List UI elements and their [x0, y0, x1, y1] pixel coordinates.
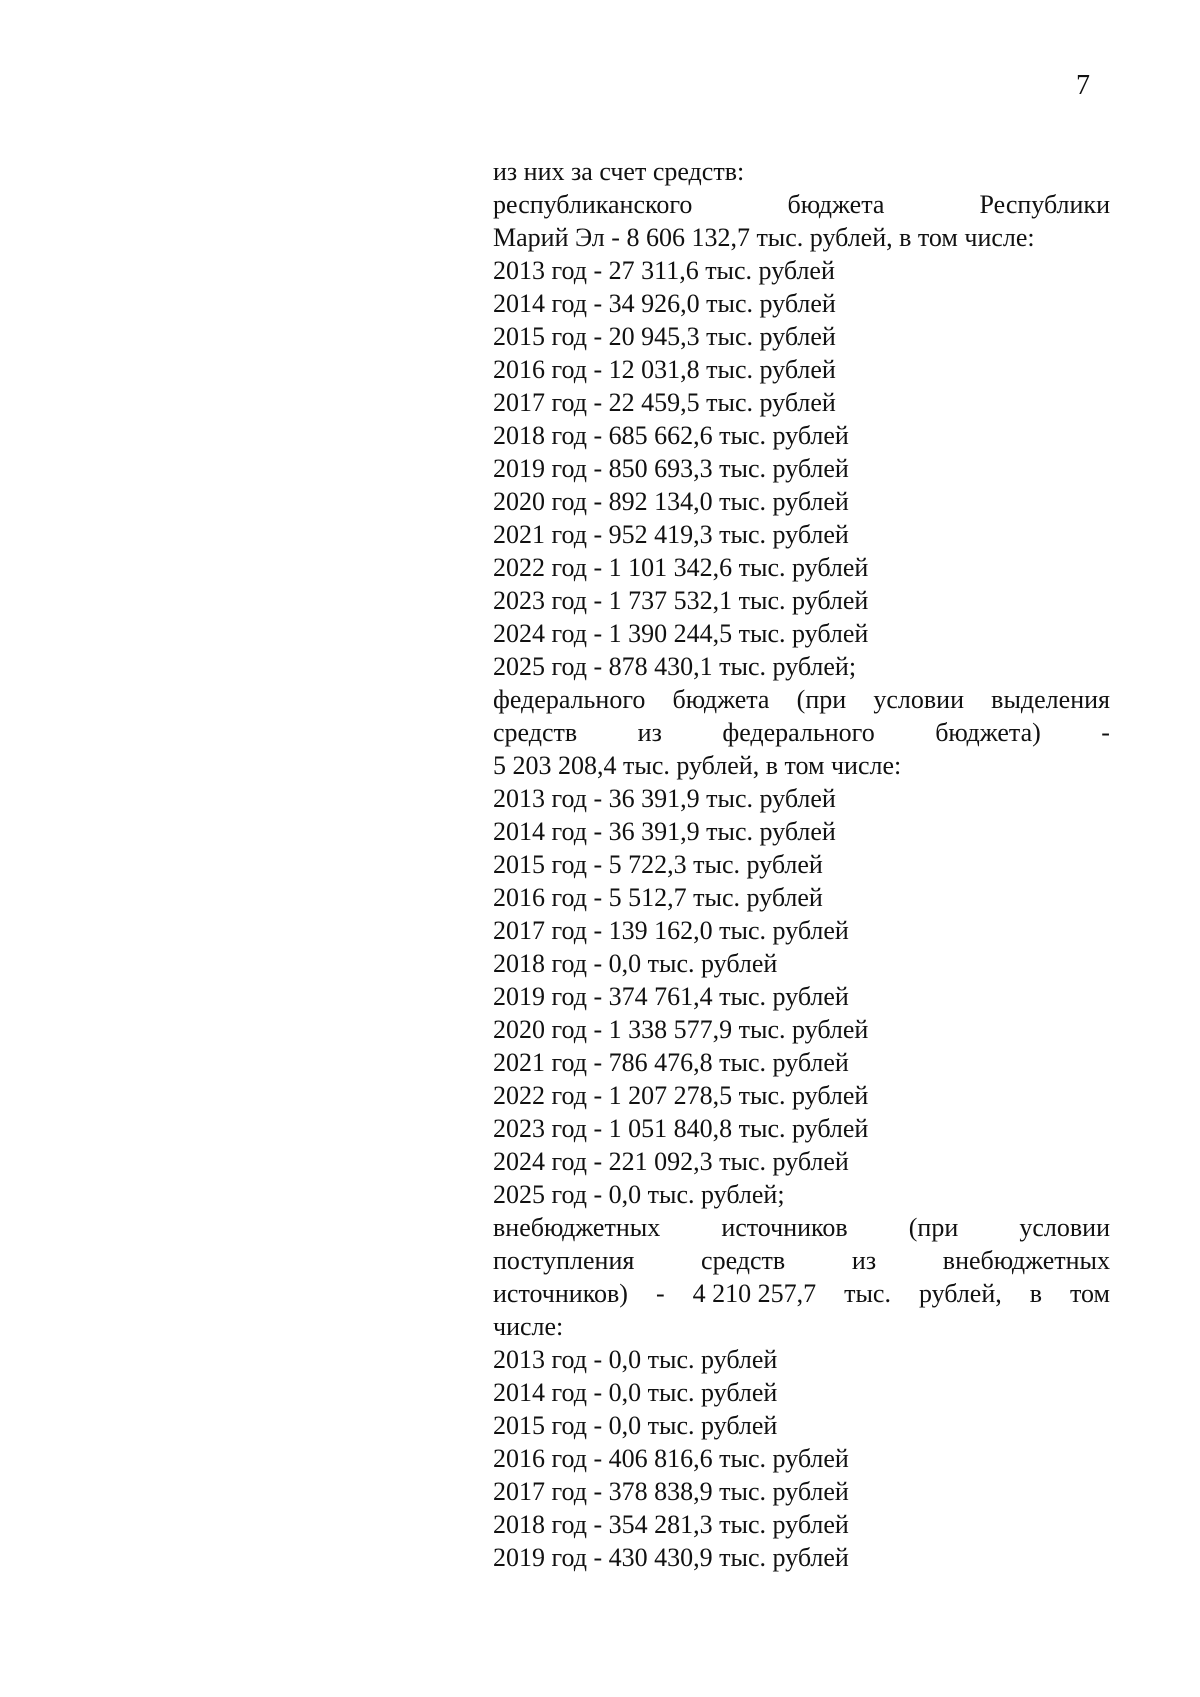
year-line: 2019 год - 430 430,9 тыс. рублей — [493, 1543, 849, 1572]
year-line: 2014 год - 0,0 тыс. рублей — [493, 1378, 778, 1407]
year-line: 2017 год - 22 459,5 тыс. рублей — [493, 388, 836, 417]
extrabudget-heading-line3: источников) - 4 210 257,7 тыс. рублей, в том — [493, 1279, 1110, 1308]
year-line: 2014 год - 36 391,9 тыс. рублей — [493, 817, 836, 846]
year-line: 2024 год - 1 390 244,5 тыс. рублей — [493, 619, 869, 648]
year-line: 2016 год - 5 512,7 тыс. рублей — [493, 883, 823, 912]
federal-total-line: 5 203 208,4 тыс. рублей, в том числе: — [493, 751, 902, 780]
year-line: 2021 год - 952 419,3 тыс. рублей — [493, 520, 849, 549]
year-line: 2019 год - 374 761,4 тыс. рублей — [493, 982, 849, 1011]
year-line: 2018 год - 0,0 тыс. рублей — [493, 949, 778, 978]
year-line: 2015 год - 5 722,3 тыс. рублей — [493, 850, 823, 879]
year-line: 2013 год - 36 391,9 тыс. рублей — [493, 784, 836, 813]
year-line: 2013 год - 27 311,6 тыс. рублей — [493, 256, 835, 285]
year-line: 2018 год - 685 662,6 тыс. рублей — [493, 421, 849, 450]
extrabudget-year-list — [493, 1343, 1110, 1574]
extrabudget-heading-line4: числе: — [493, 1312, 564, 1341]
extrabudget-heading-line1: внебюджетных источников (при условии — [493, 1213, 1110, 1242]
year-line: 2018 год - 354 281,3 тыс. рублей — [493, 1510, 849, 1539]
republic-year-list — [493, 254, 1110, 683]
year-line: 2020 год - 892 134,0 тыс. рублей — [493, 487, 849, 516]
year-line: 2013 год - 0,0 тыс. рублей — [493, 1345, 778, 1374]
federal-year-list — [493, 782, 1110, 1211]
year-line: 2016 год - 406 816,6 тыс. рублей — [493, 1444, 849, 1473]
year-line: 2023 год - 1 737 532,1 тыс. рублей — [493, 586, 869, 615]
year-line: 2014 год - 34 926,0 тыс. рублей — [493, 289, 836, 318]
year-line: 2022 год - 1 207 278,5 тыс. рублей — [493, 1081, 869, 1110]
year-line: 2025 год - 0,0 тыс. рублей; — [493, 1180, 785, 1209]
year-line: 2023 год - 1 051 840,8 тыс. рублей — [493, 1114, 869, 1143]
year-line: 2025 год - 878 430,1 тыс. рублей; — [493, 652, 857, 681]
extrabudget-heading-line2: поступления средств из внебюджетных — [493, 1246, 1110, 1275]
year-line: 2016 год - 12 031,8 тыс. рублей — [493, 355, 836, 384]
republic-total-line: Марий Эл - 8 606 132,7 тыс. рублей, в том числе: — [493, 223, 1035, 252]
year-line: 2022 год - 1 101 342,6 тыс. рублей — [493, 553, 869, 582]
year-line: 2017 год - 378 838,9 тыс. рублей — [493, 1477, 849, 1506]
year-line: 2015 год - 0,0 тыс. рублей — [493, 1411, 778, 1440]
federal-heading-line2: средств из федерального бюджета) - — [493, 718, 1110, 747]
federal-heading-line1: федерального бюджета (при условии выделения — [493, 685, 1110, 714]
year-line: 2020 год - 1 338 577,9 тыс. рублей — [493, 1015, 869, 1044]
year-line: 2021 год - 786 476,8 тыс. рублей — [493, 1048, 849, 1077]
year-line: 2015 год - 20 945,3 тыс. рублей — [493, 322, 836, 351]
funding-text — [493, 155, 1110, 1574]
republic-heading-line1: республиканского бюджета Республики — [493, 190, 1110, 219]
year-line: 2019 год - 850 693,3 тыс. рублей — [493, 454, 849, 483]
page-number: 7 — [1076, 70, 1090, 101]
year-line: 2017 год - 139 162,0 тыс. рублей — [493, 916, 849, 945]
year-line: 2024 год - 221 092,3 тыс. рублей — [493, 1147, 849, 1176]
intro-line: из них за счет средств: — [493, 157, 745, 186]
